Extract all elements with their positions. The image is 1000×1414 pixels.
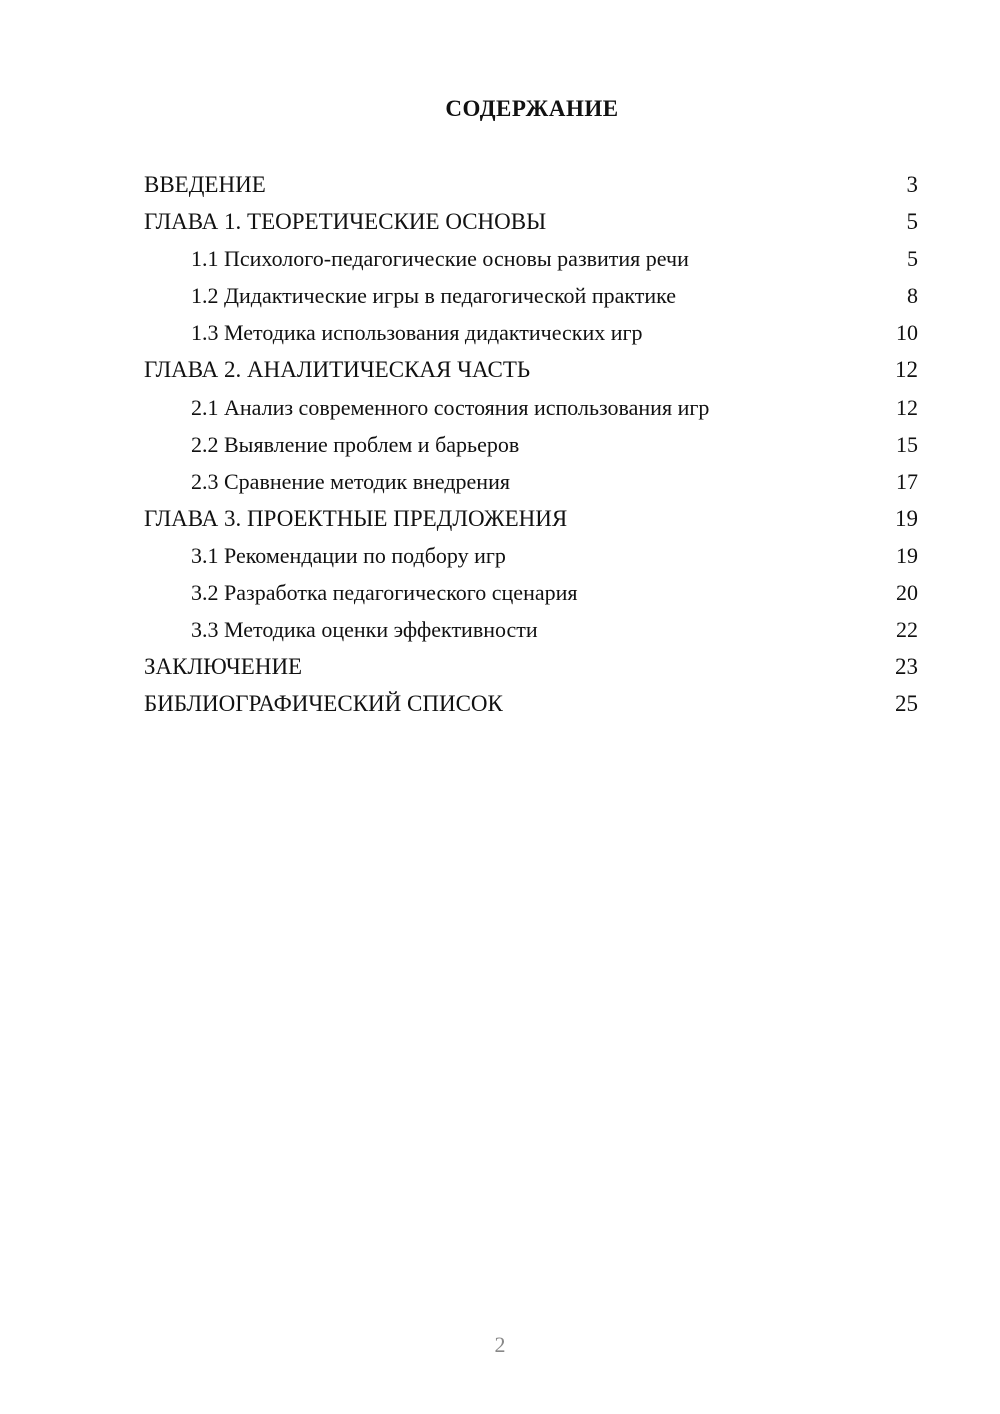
toc-entry-label: 1.3 Методика использования дидактических игр	[191, 320, 643, 346]
toc-entry-section-3-2	[144, 574, 918, 611]
toc-entry-page-number: 12	[896, 394, 918, 420]
toc-entry-section-1-3	[144, 314, 918, 351]
toc-entry-chapter-1	[144, 203, 918, 240]
page-title: СОДЕРЖАНИЕ	[445, 96, 619, 121]
toc-entry-label: 1.2 Дидактические игры в педагогической практике	[191, 283, 677, 309]
toc-entry-page-number: 25	[895, 691, 918, 717]
toc-entry-page-number: 3	[906, 172, 918, 197]
toc-entry-page-number: 8	[907, 283, 918, 309]
page-number: 2	[494, 1332, 506, 1357]
toc-entry-label: 2.2 Выявление проблем и барьеров	[191, 431, 520, 457]
toc-entry-page-number: 5	[906, 209, 918, 235]
toc-entry-bibliography	[144, 685, 918, 722]
toc-entry-label: 3.1 Рекомендации по подбору игр	[191, 542, 506, 568]
toc-entry-page-number: 19	[895, 505, 918, 531]
table-of-contents	[144, 166, 918, 722]
toc-entry-page-number: 5	[907, 246, 918, 272]
toc-entry-conclusion	[144, 648, 918, 685]
toc-entry-label: ЗАКЛЮЧЕНИЕ	[144, 654, 303, 680]
toc-entry-page-number: 12	[895, 357, 918, 383]
toc-entry-section-3-1	[144, 537, 918, 574]
toc-entry-label: ГЛАВА 1. ТЕОРЕТИЧЕСКИЕ ОСНОВЫ	[144, 209, 547, 235]
toc-entry-page-number: 23	[895, 654, 918, 680]
toc-entry-introduction	[144, 166, 918, 203]
toc-entry-page-number: 15	[896, 431, 918, 457]
toc-entry-section-3-3	[144, 611, 918, 648]
toc-entry-section-1-1	[144, 240, 918, 277]
toc-entry-page-number: 10	[896, 320, 918, 346]
toc-entry-label: 1.1 Психолого-педагогические основы развития речи	[191, 246, 689, 272]
toc-entry-chapter-3	[144, 500, 918, 537]
toc-entry-label: 3.2 Разработка педагогического сценария	[191, 580, 578, 606]
toc-entry-label: ГЛАВА 2. АНАЛИТИЧЕСКАЯ ЧАСТЬ	[144, 357, 531, 383]
toc-entry-label: ГЛАВА 3. ПРОЕКТНЫЕ ПРЕДЛОЖЕНИЯ	[144, 505, 568, 531]
toc-entry-section-1-2	[144, 277, 918, 314]
toc-entry-section-2-2	[144, 426, 918, 463]
toc-entry-label: 2.1 Анализ современного состояния использования игр	[191, 394, 710, 420]
toc-entry-label: ВВЕДЕНИЕ	[144, 172, 266, 197]
toc-entry-page-number: 19	[896, 542, 918, 568]
toc-entry-page-number: 22	[896, 617, 918, 643]
toc-entry-section-2-3	[144, 463, 918, 500]
toc-entry-section-2-1	[144, 389, 918, 426]
toc-entry-chapter-2	[144, 351, 918, 388]
toc-entry-page-number: 17	[896, 468, 918, 494]
toc-entry-page-number: 20	[896, 580, 918, 606]
toc-entry-label: 2.3 Сравнение методик внедрения	[191, 468, 510, 494]
toc-entry-label: БИБЛИОГРАФИЧЕСКИЙ СПИСОК	[144, 691, 503, 717]
toc-entry-label: 3.3 Методика оценки эффективности	[191, 617, 538, 643]
